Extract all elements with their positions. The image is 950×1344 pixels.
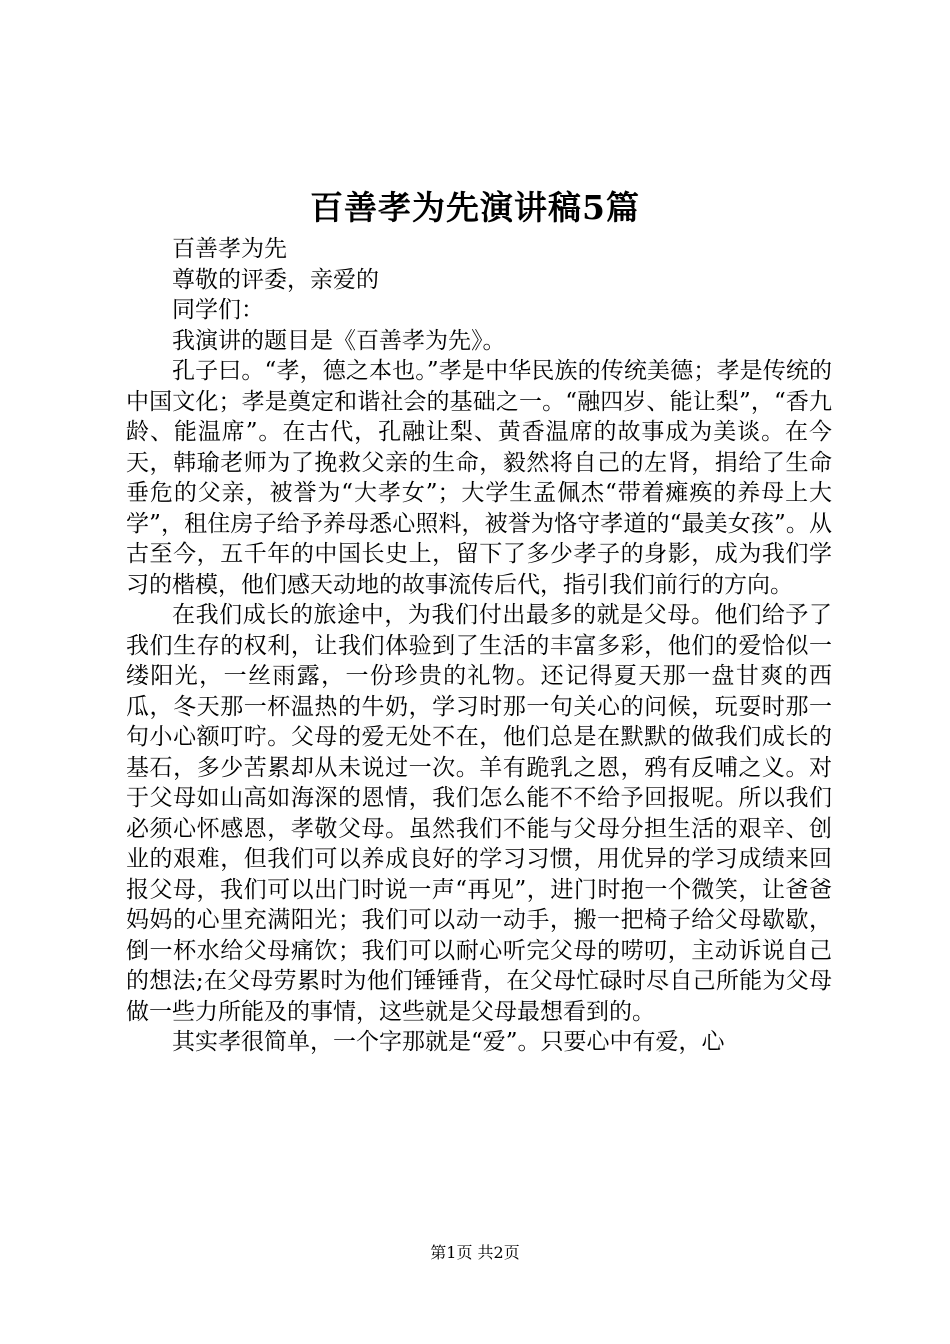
- paragraph: 孔子曰。“孝，德之本也。”孝是中华民族的传统美德；孝是传统的中国文化；孝是奠定和谐社会的基础之一。“融四岁、能让梨”，“香九龄、能温席”。在古代，孔融让梨、黄香温席的故事成为美谈。在今天，韩瑜老师为了挽救父亲的生命，毅然将自己的左肾，捐给了生命垂危的父亲，被誉为“大孝女”；大学生孟佩杰“带着瘫痪的养母上大学”，租住房子给予养母悉心照料，被誉为恪守孝道的“最美女孩”。从古至今，五千年的中国长史上，留下了多少孝子的身影，成为我们学习的楷模，他们感天动地的故事流传后代，指引我们前行的方向。: [126, 358, 832, 598]
- paragraph: 在我们成长的旅途中，为我们付出最多的就是父母。他们给予了我们生存的权利，让我们体验到了生活的丰富多彩，他们的爱恰似一缕阳光，一丝雨露，一份珍贵的礼物。还记得夏天那一盘甘爽的西瓜，冬天那一杯温热的牛奶，学习时那一句关心的问候，玩耍时那一句小心额叮咛。父母的爱无处不在，他们总是在默默的做我们成长的基石，多少苦累却从未说过一次。羊有跪乳之恩，鸦有反哺之义。对于父母如山高如海深的恩情，我们怎么能不不给予回报呢。所以我们必须心怀感恩，孝敬父母。虽然我们不能与父母分担生活的艰辛、创业的艰难，但我们可以养成良好的学习习惯，用优异的学习成绩来回报父母，我们可以出门时说一声“再见”，进门时抱一个微笑，让爸爸妈妈的心里充满阳光；我们可以动一动手，搬一把椅子给父母歇歇，倒一杯水给父母痛饮；我们可以耐心听完父母的唠叨，主动诉说自己的想法;在父母劳累时为他们锤锤背，在父母忙碌时尽自己所能为父母做一些力所能及的事情，这些就是父母最想看到的。: [126, 602, 832, 1025]
- document-title: 百善孝为先演讲稿5篇: [310, 188, 640, 227]
- paragraph: 尊敬的评委，亲爱的: [172, 266, 379, 293]
- paragraph: 我演讲的题目是《百善孝为先》。: [172, 327, 506, 354]
- paragraph: 其实孝很简单，一个字那就是“爱”。只要心中有爱，心: [172, 1029, 725, 1055]
- paragraph: 同学们：: [172, 297, 264, 323]
- paragraph: 百善孝为先: [172, 236, 287, 262]
- page-number-footer: 第1页 共2页: [430, 1243, 520, 1262]
- document-body: [126, 234, 832, 1058]
